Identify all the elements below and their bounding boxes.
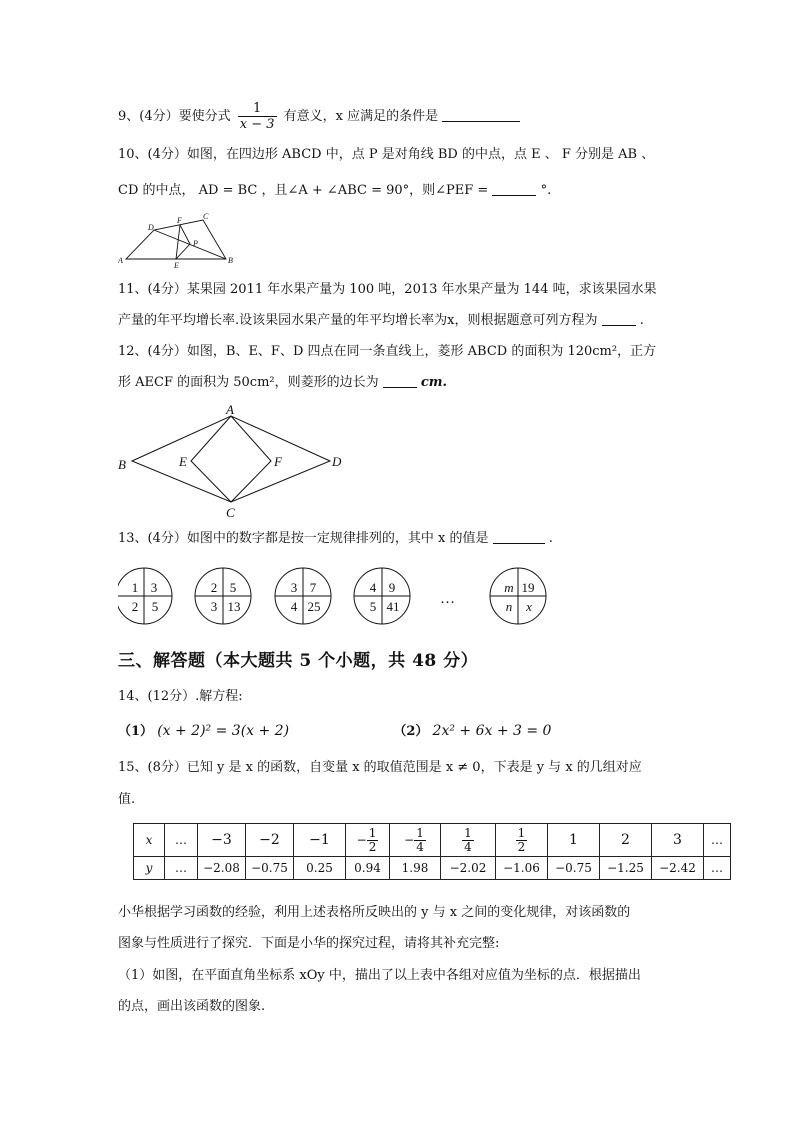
q15-table-y-cell: −0.75 <box>548 857 600 880</box>
q15-table-y-cell: −1.06 <box>496 857 548 880</box>
q12-figure <box>118 402 358 520</box>
q14-p2-equation: 2x² + 6x + 3 = 0 <box>432 723 552 739</box>
q15-table-y-label: y <box>134 857 165 880</box>
q12-line2-text: 形 AECF 的面积为 50cm²，则菱形的边长为 <box>118 375 379 390</box>
q15-value-table <box>133 823 731 880</box>
q15-sub1-a: （1）如图，在平面直角坐标系 xOy 中，描出了以上表中各组对应值为坐标的点．根据描出 <box>118 968 641 983</box>
q15-table-y-cell: 0.25 <box>294 857 346 880</box>
q12-label-b: B <box>118 457 126 472</box>
q13-circle-3-tr: 7 <box>309 580 317 595</box>
q13-figure <box>118 562 558 634</box>
q14-p1-equation: (x + 2)² = 3(x + 2) <box>157 723 290 739</box>
q10-segment-ep <box>176 244 190 259</box>
q13-circle-1 <box>118 568 172 624</box>
q13-circle-4-bl: 5 <box>369 599 377 614</box>
q13-answer-blank[interactable] <box>493 530 545 544</box>
q15-after1: 小华根据学习函数的经验，利用上述表格所反映出的 y 与 x 之间的变化规律，对该函数的 <box>118 905 631 920</box>
q9-suffix: 有意义，x 应满足的条件是 <box>283 109 439 124</box>
q13-circle-4-br: 41 <box>386 599 400 614</box>
q10-label-f: F <box>177 216 182 225</box>
q15-frac-sign: − <box>404 832 415 847</box>
q13-circle-3-tl: 3 <box>290 580 298 595</box>
q15-table-x-cell <box>346 824 390 857</box>
q12-label-d: D <box>332 454 342 469</box>
q15-frac-den: 2 <box>517 839 526 854</box>
q13-circle-2-tl: 2 <box>210 580 218 595</box>
q12-label-a: A <box>226 402 234 417</box>
q15-table-y-cell: −2.02 <box>441 857 496 880</box>
q11-line2-text: 产量的年平均增长率.设该果园水果产量的年平均增长率为x，则根据题意可列方程为 <box>118 313 598 328</box>
q13-circle-1-tl: 1 <box>131 580 139 595</box>
q15-frac-num: 1 <box>368 825 377 840</box>
q12-answer-blank[interactable] <box>383 374 417 388</box>
q9-line <box>118 100 520 134</box>
q13-circle-5-bl: n <box>505 599 513 614</box>
q15-table-x-cell <box>496 824 548 857</box>
q13-circle-2-tr: 5 <box>229 580 237 595</box>
q15-frac <box>462 827 474 854</box>
q15-table-row-y <box>134 857 731 880</box>
q15-table-y-cell: −2.42 <box>652 857 704 880</box>
q14-p2-label: （2） <box>393 724 429 739</box>
q12-unit: cm. <box>420 375 448 390</box>
q15-frac-num: 1 <box>517 825 526 840</box>
q10-degree: °. <box>540 183 552 198</box>
q13-ellipsis: … <box>440 591 455 607</box>
q12-line2 <box>118 374 447 392</box>
q14-parts <box>118 722 551 741</box>
q12-label-c: C <box>226 505 235 520</box>
q10-label-c: C <box>203 213 209 221</box>
q10-label-d: D <box>148 223 154 232</box>
q11-line1: 11、(4分）某果园 2011 年水果产量为 100 吨，2013 年水果产量为 144 吨，求该果园水果 <box>118 282 657 297</box>
q9-fraction <box>238 101 277 132</box>
q13-line-end: . <box>548 531 553 546</box>
q15-frac-den: 4 <box>416 839 424 854</box>
q15-frac-den: 4 <box>464 839 472 854</box>
q13-circle-1-tr: 3 <box>150 580 158 595</box>
q15-table-y-cell: −2.08 <box>198 857 246 880</box>
q10-line1: 10、(4分）如图，在四边形 ABCD 中，点 P 是对角线 BD 的中点，点 E 、 F 分别是 AB 、 <box>118 147 655 162</box>
q10-figure <box>118 213 238 269</box>
q15-after2: 图象与性质进行了探究．下面是小华的探究过程，请将其补充完整: <box>118 936 500 951</box>
q15-table-x-ellipsis-left: … <box>165 824 198 857</box>
q15-table-x-cell <box>390 824 441 857</box>
q15-table-x-cell: 2 <box>600 824 652 857</box>
q11-answer-blank[interactable] <box>602 312 636 326</box>
q15-table-y-ellipsis-right: … <box>704 857 731 880</box>
q14-p1-label: （1） <box>118 724 154 739</box>
q13-circle-4 <box>354 568 410 624</box>
q12-label-e: E <box>179 454 187 469</box>
q13-circle-3-br: 25 <box>307 599 321 614</box>
q13-circle-2 <box>195 568 251 624</box>
q10-answer-blank[interactable] <box>492 182 536 196</box>
q10-label-a: A <box>118 256 123 265</box>
q15-table-y-cell: −0.75 <box>246 857 294 880</box>
q12-label-f: F <box>274 454 282 469</box>
q9-answer-blank[interactable] <box>442 108 520 122</box>
q10-label-e: E <box>174 261 179 269</box>
q15-table-row-x <box>134 824 731 857</box>
section-3-title: 三、解答题（本大题共 5 个小题，共 48 分） <box>118 651 479 671</box>
q13-circle-5 <box>490 568 546 624</box>
q15-frac-num: 1 <box>464 825 472 840</box>
q13-circle-4-tr: 9 <box>388 580 396 595</box>
q9-frac-num: 1 <box>253 101 262 116</box>
q13-circle-5-tl: m <box>504 580 514 595</box>
q11-line2-end: . <box>639 313 644 328</box>
q15-line2: 值. <box>118 792 136 807</box>
q9-frac-den: x − 3 <box>239 117 275 132</box>
q13-circle-5-tr: 19 <box>521 580 535 595</box>
q15-frac-sign: − <box>356 832 367 847</box>
q9-prefix: 9、(4分）要使分式 <box>118 109 231 124</box>
q13-circle-3-bl: 4 <box>290 599 298 614</box>
q13-circle-5-br: x <box>526 599 532 614</box>
q15-table-x-cell: 3 <box>652 824 704 857</box>
q15-table-x-cell: −2 <box>246 824 294 857</box>
q15-frac <box>414 827 426 854</box>
q15-frac <box>367 827 379 854</box>
q10-line2-text: CD 的中点， AD = BC ，且∠A + ∠ABC = 90°，则∠PEF = <box>118 183 489 198</box>
q15-table-y-ellipsis-left: … <box>165 857 198 880</box>
q15-table-x-cell: −3 <box>198 824 246 857</box>
q15-sub1-b: 的点，画出该函数的图象. <box>118 999 266 1014</box>
q15-table-x-label: x <box>134 824 165 857</box>
q14-title: 14、(12分）.解方程: <box>118 689 243 704</box>
q15-table-x-cell: 1 <box>548 824 600 857</box>
q13-line <box>118 530 553 548</box>
q13-circle-3 <box>275 568 331 624</box>
q15-table-y-cell: −1.25 <box>600 857 652 880</box>
q13-circle-4-tl: 4 <box>369 580 377 595</box>
q10-segment-ef <box>176 225 180 259</box>
q13-circle-1-br: 5 <box>151 599 159 614</box>
q15-table-x-ellipsis-right: … <box>704 824 731 857</box>
q15-table-y-cell: 0.94 <box>346 857 390 880</box>
q12-line1: 12、(4分）如图，B、E、F、D 四点在同一条直线上，菱形 ABCD 的面积为 120cm²，正方 <box>118 344 657 359</box>
q10-label-p: P <box>193 239 198 248</box>
q13-circle-1-bl: 2 <box>131 599 139 614</box>
q15-line1: 15、(8分）已知 y 是 x 的函数，自变量 x 的取值范围是 x ≠ 0，下表是 y 与 x 的几组对应 <box>118 760 642 775</box>
q10-label-b: B <box>228 256 233 265</box>
q15-frac-den: 2 <box>368 839 377 854</box>
q15-frac <box>516 827 528 854</box>
q11-line2 <box>118 312 644 330</box>
q15-table-y-cell: 1.98 <box>390 857 441 880</box>
q15-table-x-cell: −1 <box>294 824 346 857</box>
q15-frac-num: 1 <box>416 825 424 840</box>
q12-rhombus-abcd <box>132 416 330 502</box>
q13-circle-2-br: 13 <box>227 599 241 614</box>
q15-table-x-cell <box>441 824 496 857</box>
q13-text: 13、(4分）如图中的数字都是按一定规律排列的，其中 x 的值是 <box>118 531 489 546</box>
q10-line2 <box>118 182 551 200</box>
q13-circle-2-bl: 3 <box>210 599 218 614</box>
